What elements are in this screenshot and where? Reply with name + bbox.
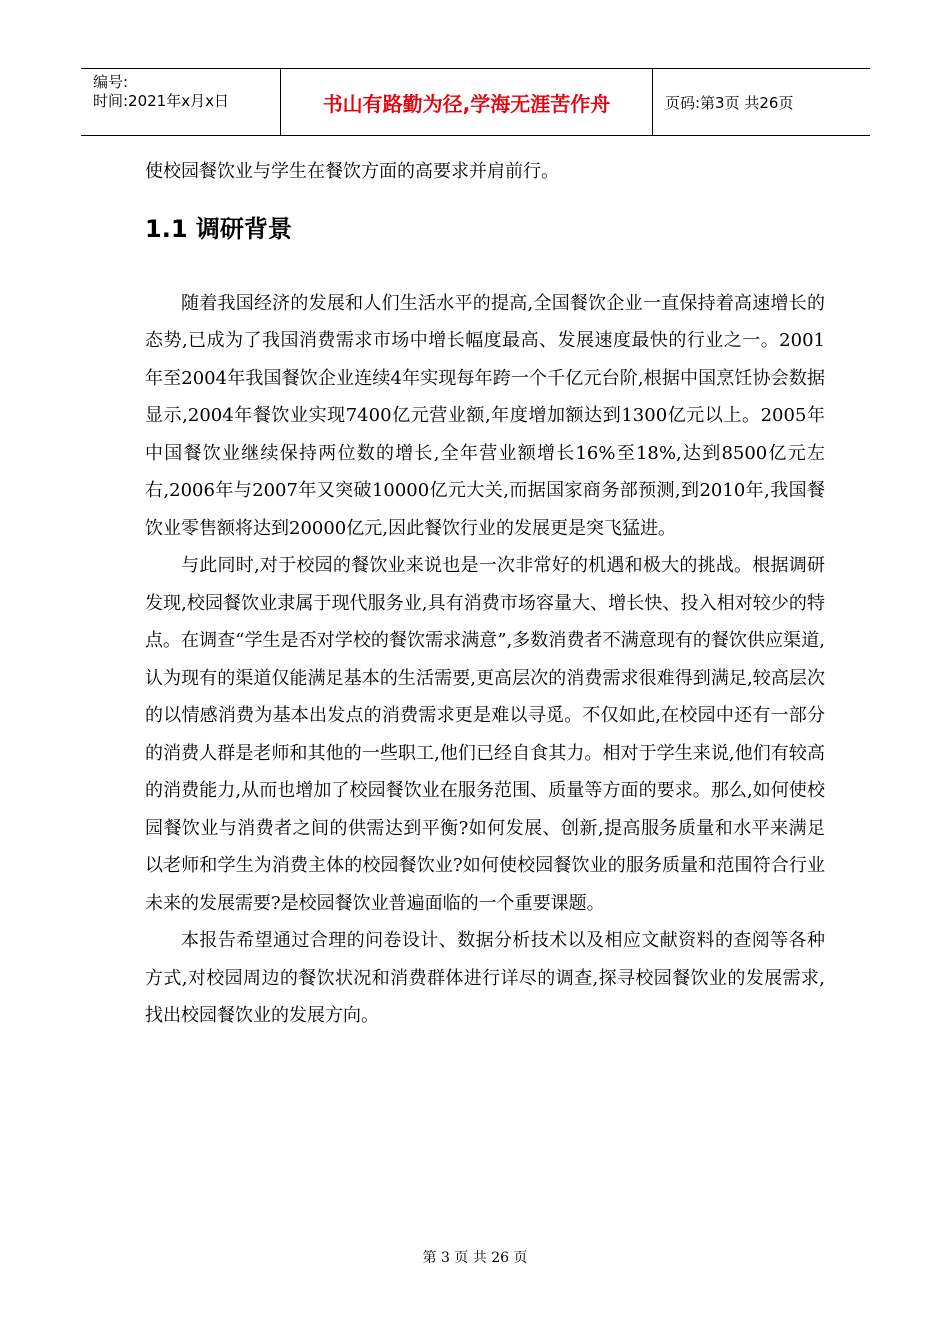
header-meta: [81, 69, 281, 135]
intro-line: 使校园餐饮业与学生在餐饮方面的高要求并肩前行。: [145, 161, 559, 182]
paragraph-2: 与此同时,对于校园的餐饮业来说也是一次非常好的机遇和极大的挑战。根据调研发现,校园餐饮业隶属于现代服务业,具有消费市场容量大、增长快、投入相对较少的特点。在调查“学生是否对学校的餐饮需求满意”,多数消费者不满意现有的餐饮供应渠道,认为现有的渠道仅能满足基本的生活需要,更高层次的消费需求很难得到满足,较高层次的以情感消费为基本出发点的消费需求更是难以寻觅。不仅如此,在校园中还有一部分的消费人群是老师和其他的一些职工,他们已经自食其力。相对于学生来说,他们有较高的消费能力,从而也增加了校园餐饮业在服务范围、质量等方面的要求。那么,如何使校园餐饮业与消费者之间的供需达到平衡?如何发展、创新,提高服务质量和水平来满足以老师和学生为消费主体的校园餐饮业?如何使校园餐饮业的服务质量和范围符合行业未来的发展需要?是校园餐饮业普遍面临的一个重要课题。: [145, 555, 825, 914]
header-number-label: 编号:: [93, 73, 129, 91]
paragraph-3: 本报告希望通过合理的问卷设计、数据分析技术以及相应文献资料的查阅等各种方式,对校园周边的餐饮状况和消费群体进行详尽的调查,探寻校园餐饮业的发展需求,找出校园餐饮业的发展方向。: [145, 930, 825, 1026]
page-header: [81, 68, 870, 136]
section-title: 1.1 调研背景: [145, 214, 292, 243]
document-body: [145, 153, 825, 1035]
paragraph-1: 随着我国经济的发展和人们生活水平的提高,全国餐饮企业一直保持着高速增长的态势,已成为了我国消费需求市场中增长幅度最高、发展速度最快的行业之一。2001年至2004年我国餐饮企业连续4年实现每年跨一个千亿元台阶,根据中国烹饪协会数据显示,2004年餐饮业实现7400亿元营业额,年度增加额达到1300亿元以上。2005年中国餐饮业继续保持两位数的增长,全年营业额增长16%至18%,达到8500亿元左右,2006年与2007年又突破10000亿元大关,而据国家商务部预测,到2010年,我国餐饮业零售额将达到20000亿元,因此餐饮行业的发展更是突飞猛进。: [145, 292, 825, 539]
header-page-info: 页码:第3页 共26页: [665, 93, 794, 112]
page-footer: 第 3 页 共 26 页: [422, 1250, 528, 1266]
header-time-label: 时间:2021年x月x日: [93, 92, 229, 110]
header-motto: 书山有路勤为径,学海无涯苦作舟: [281, 69, 653, 135]
